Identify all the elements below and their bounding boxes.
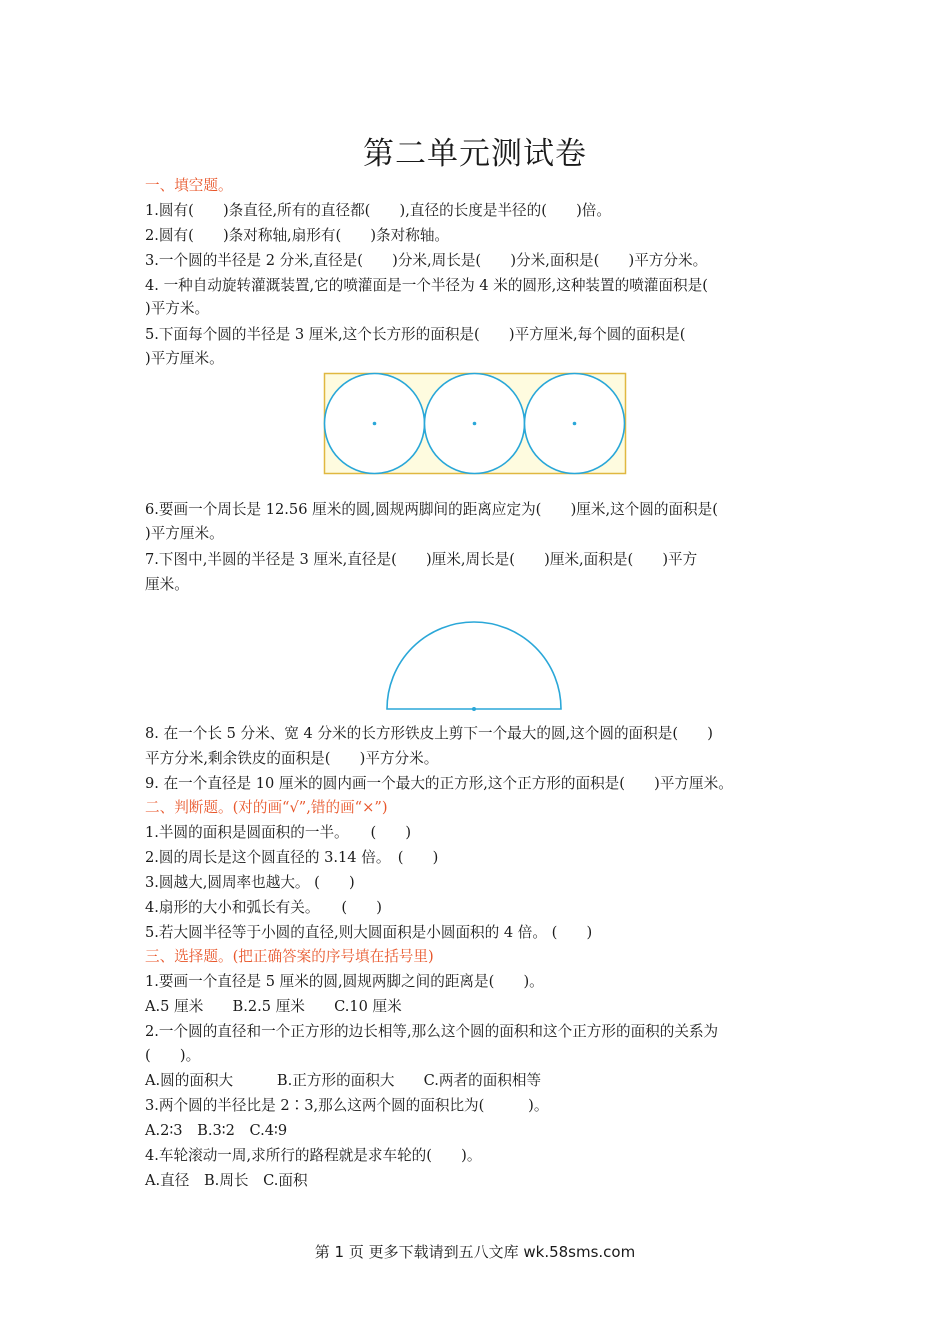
- section-heading-true-false: 二、判断题。(对的画“√”,错的画“×”): [145, 799, 388, 816]
- question-1-4-line1: 4. 一种自动旋转灌溉装置,它的喷灌面是一个半径为 4 米的圆形,这种装置的喷灌面积是(: [145, 277, 708, 294]
- question-2-4: 4.扇形的大小和弧长有关。 ( ): [145, 899, 382, 916]
- question-3-3-options: A.2∶3 B.3∶2 C.4∶9: [145, 1122, 288, 1139]
- question-3-4-options: A.直径 B.周长 C.面积: [145, 1172, 308, 1189]
- center-dot-right: [573, 422, 577, 426]
- question-1-8-line2: 平方分米,剩余铁皮的面积是( )平方分米。: [145, 750, 439, 767]
- question-2-1: 1.半圆的面积是圆面积的一半。 ( ): [145, 824, 412, 841]
- question-1-8-line1: 8. 在一个长 5 分米、宽 4 分米的长方形铁皮上剪下一个最大的圆,这个圆的面积是( ): [145, 725, 713, 742]
- question-3-2-options: A.圆的面积大 B.正方形的面积大 C.两者的面积相等: [145, 1072, 542, 1089]
- question-2-2: 2.圆的周长是这个圆直径的 3.14 倍。 ( ): [145, 849, 439, 866]
- section-heading-fill-in: 一、填空题。: [145, 177, 233, 194]
- question-1-6-line1: 6.要画一个周长是 12.56 厘米的圆,圆规两脚间的距离应定为( )厘米,这个圆的面积是(: [145, 501, 718, 518]
- semicircle-shape: [387, 622, 561, 709]
- question-3-1: 1.要画一个直径是 5 厘米的圆,圆规两脚之间的距离是( )。: [145, 973, 544, 990]
- center-dot-left: [373, 422, 377, 426]
- three-circles-in-rectangle-figure: [320, 370, 630, 476]
- question-3-2-line1: 2.一个圆的直径和一个正方形的边长相等,那么这个圆的面积和这个正方形的面积的关系为: [145, 1023, 719, 1040]
- question-1-3: 3.一个圆的半径是 2 分米,直径是( )分米,周长是( )分米,面积是( )平方分米。: [145, 252, 708, 269]
- semicircle-figure: [383, 618, 567, 714]
- question-1-7-line2: 厘米。: [145, 576, 189, 593]
- question-1-4-line2: )平方米。: [145, 300, 210, 317]
- question-1-6-line2: )平方厘米。: [145, 525, 224, 542]
- question-1-9: 9. 在一个直径是 10 厘米的圆内画一个最大的正方形,这个正方形的面积是( )平方厘米。: [145, 775, 733, 792]
- question-2-3: 3.圆越大,圆周率也越大。 ( ): [145, 874, 355, 891]
- question-1-7-line1: 7.下图中,半圆的半径是 3 厘米,直径是( )厘米,周长是( )厘米,面积是( )平方: [145, 551, 698, 568]
- section-heading-multiple-choice: 三、选择题。(把正确答案的序号填在括号里): [145, 948, 434, 965]
- question-3-3: 3.两个圆的半径比是 2∶3,那么这两个圆的面积比为( )。: [145, 1097, 549, 1114]
- center-dot-middle: [473, 422, 477, 426]
- semicircle-center-dot: [472, 707, 476, 711]
- question-3-2-line2: ( )。: [145, 1047, 201, 1064]
- page-title: 第二单元测试卷: [363, 136, 587, 172]
- question-2-5: 5.若大圆半径等于小圆的直径,则大圆面积是小圆面积的 4 倍。 ( ): [145, 924, 593, 941]
- question-1-5-line1: 5.下面每个圆的半径是 3 厘米,这个长方形的面积是( )平方厘米,每个圆的面积是(: [145, 326, 686, 343]
- question-3-4: 4.车轮滚动一周,求所行的路程就是求车轮的( )。: [145, 1147, 482, 1164]
- page-footer: 第 1 页 更多下载请到五八文库 wk.58sms.com: [314, 1243, 636, 1261]
- question-1-2: 2.圆有( )条对称轴,扇形有( )条对称轴。: [145, 227, 450, 244]
- question-1-5-line2: )平方厘米。: [145, 350, 224, 367]
- question-3-1-options: A.5 厘米 B.2.5 厘米 C.10 厘米: [145, 998, 402, 1015]
- question-1-1: 1.圆有( )条直径,所有的直径都( ),直径的长度是半径的( )倍。: [145, 202, 611, 219]
